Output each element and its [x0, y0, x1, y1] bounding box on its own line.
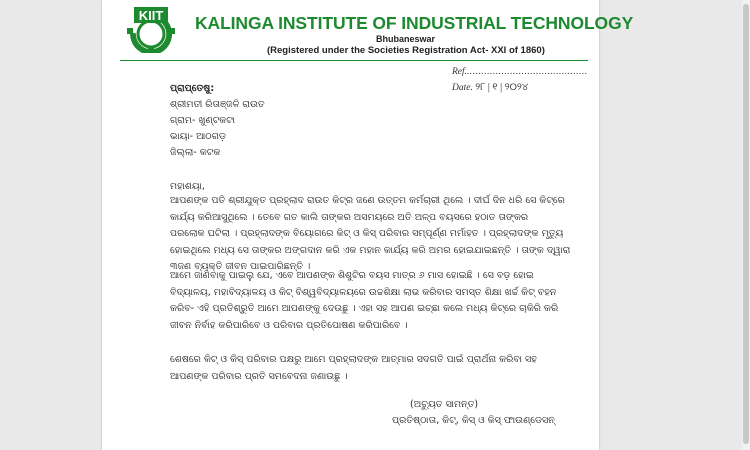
- paragraph-line: ଆମେ ଜାଣିବାକୁ ପାଇଲୁ ଯେ, ଏବେ ଆପଣଙ୍କ ଶିଶୁଟିର ବୟସ ମାତ୍ର ୬ ମାସ ହୋଇଛି । ସେ ବଡ଼ ହୋଇ: [170, 270, 534, 281]
- paragraph-line: କାର୍ଯ୍ୟ କରିଆସୁଥିଲେ । ତେବେ ଗତ କାଲି ତାଙ୍କର ଅସମୟରେ ଅତି ଅଳ୍ପ ବୟସରେ ହଠାତ ତାଙ୍କର: [170, 211, 529, 223]
- paragraph-education-promise: [170, 268, 570, 334]
- address-line-village: ଗ୍ରାମ- ଖୁଣ୍ଟକଟା: [170, 115, 236, 126]
- signatory-title: ପ୍ରତିଷ୍ଠାତା, କିଟ୍, କିସ୍ ଓ କିସ୍ ଫାଉଣ୍ଡେସନ୍: [392, 415, 555, 426]
- paragraph-line: କରିବ- ଏହି ପ୍ରତିଶ୍ରୁତି ଆମେ ଆପଣଙ୍କୁ ଦେଉଛୁ । ଏହା ସହ ଆପଣ ଇଚ୍ଛା କଲେ ମଧ୍ୟ କିଟ୍‌ରେ ଚାକିରି କରି: [170, 303, 559, 315]
- address-heading: ପ୍ରାପ୍ତେଷୁ:: [170, 83, 215, 94]
- ref-dots: ..........................................: [467, 67, 588, 77]
- letter-page: [102, 0, 634, 450]
- address-line-district: ଜିଲ୍ଲା- କଟକ: [170, 147, 221, 158]
- paragraph-line: ୩ଜଣ ବ୍ୟକ୍ତି ଜୀବନ ପାଇପାରିଛନ୍ତି ।: [170, 261, 311, 273]
- address-line-name: ଶ୍ରୀମତୀ ରିତାଞ୍ଜଳି ରାଉତ: [170, 99, 265, 110]
- date-line: [452, 82, 528, 93]
- kiit-logo: [122, 5, 180, 53]
- paragraph-line: ଆପଣଙ୍କ ପତି ଶ୍ରୀଯୁକ୍ତ ପ୍ରହ୍ଲାଦ ରାଉତ କିଟ୍‌ର ଜଣେ ଉତ୍ତମ କର୍ମଚାରୀ ଥିଲେ । ଦୀର୍ଘ ଦିନ ଧରି ସେ କିଟ୍‌ରେ: [170, 195, 565, 206]
- paragraph-line: ଶେଷରେ କିଟ୍ ଓ କିସ୍ ପରିବାର ପକ୍ଷରୁ ଆମେ ପ୍ରହ୍ଲାଦଙ୍କ ଆତ୍ମାର ସଦଗତି ପାଇଁ ପ୍ରାର୍ଥନା କରିବା ସହ: [170, 354, 537, 365]
- salutation: ମହାଶୟା,: [170, 181, 205, 192]
- paragraph-line: ହୋଇଥିଲେ ମଧ୍ୟ ସେ ତାଙ୍କର ଅଙ୍ଗଦାନ କରି ଏକ ମହାନ କାର୍ଯ୍ୟ କରି ଅମର ହୋଇଯାଇଛନ୍ତି । ତାଙ୍କ ଦ୍ୱାରା: [170, 244, 570, 256]
- date-label: Date.: [452, 83, 473, 93]
- date-value: ୨୮ | ୧ | ୨୦୨୪: [475, 82, 529, 93]
- paragraph-line: ବିଦ୍ୟାଳୟ, ମହାବିଦ୍ୟାଳୟ ଓ କିଟ୍ ବିଶ୍ୱବିଦ୍ୟାଳୟରେ ଉଚ୍ଚଶିକ୍ଷା ଲାଭ କରିବାର ସମସ୍ତ ଶିକ୍ଷା ଖର୍ଚ୍ଚ କିଟ୍ ବହନ: [170, 286, 557, 298]
- paragraph-line: ଜୀବନ ନିର୍ବାହ କରିପାରିବେ ଓ ପରିବାର ପ୍ରତିପୋଷଣ କରିପାରିବେ ।: [170, 319, 408, 331]
- header-divider: [120, 60, 588, 61]
- vertical-scrollbar[interactable]: [742, 0, 750, 450]
- paragraph-line: ଆପଣଙ୍କ ପରିବାର ପ୍ରତି ସମବେଦନା ଜଣାଉଛୁ ।: [170, 370, 348, 382]
- registration-line: (Registered under the Societies Registration Act- XXI of 1860): [267, 45, 545, 56]
- paragraph-line: ପରଲୋକ ଘଟିଲା । ପ୍ରହ୍ଲାଦଙ୍କ ବିୟୋଗରେ କିଟ୍ ଓ କିସ୍ ପରିବାର ସମ୍ପୂର୍ଣ୍ଣ ମର୍ମାହତ । ପ୍ରହ୍ଲାଦଙ୍କ ମୃତ୍ୟୁ: [170, 228, 564, 240]
- institute-city: Bhubaneswar: [375, 34, 435, 44]
- institute-name: KALINGA INSTITUTE OF INDUSTRIAL TECHNOLOGY: [195, 13, 634, 33]
- signatory-name: (ଅଚ୍ୟୁତ ସାମନ୍ତ): [410, 399, 479, 410]
- address-line-via: ଭାୟା- ଆଠଗଡ଼: [170, 131, 226, 142]
- svg-text:KIIT: KIIT: [138, 8, 164, 23]
- ref-line: [452, 67, 588, 77]
- scrollbar-thumb[interactable]: [743, 4, 749, 444]
- ref-label: Ref.: [452, 67, 468, 77]
- paragraph-condolence: [170, 193, 570, 276]
- paragraph-closing: [170, 352, 570, 385]
